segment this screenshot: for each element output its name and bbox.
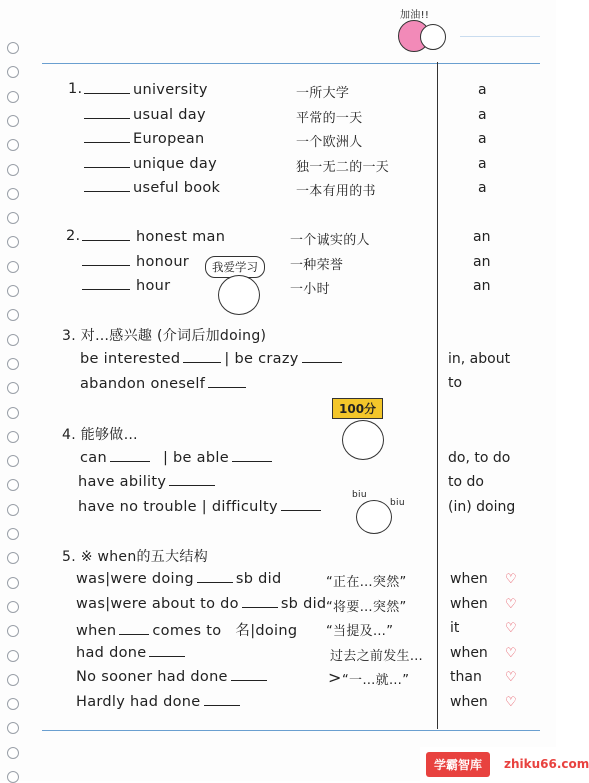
section1-number: 1. xyxy=(68,81,83,97)
blank xyxy=(82,253,130,266)
be-able-text: | be able xyxy=(162,450,229,466)
section5-answer: when xyxy=(450,693,488,710)
cat-sticker-icon xyxy=(420,24,446,50)
spiral-ring xyxy=(7,722,19,734)
section1-meaning: 一个欧洲人 xyxy=(296,135,363,150)
spiral-ring xyxy=(7,504,19,516)
spiral-ring xyxy=(7,139,19,151)
watermark xyxy=(420,747,589,781)
section5-row xyxy=(76,595,326,612)
section1-answer: a xyxy=(478,106,487,123)
section1-phrase: unique day xyxy=(133,155,218,172)
blank xyxy=(242,595,278,608)
blank xyxy=(169,473,215,486)
section2-phrase: honest man xyxy=(136,229,226,245)
have-no-trouble-text: have no trouble | difficulty xyxy=(78,499,278,515)
blank xyxy=(302,350,342,363)
blank xyxy=(110,449,150,462)
section4-line2 xyxy=(78,473,218,490)
section5-part-b: comes to xyxy=(152,623,222,639)
section5-meaning: “正在…突然” xyxy=(326,575,407,590)
section1-row xyxy=(84,130,204,147)
blank xyxy=(84,130,130,143)
spiral-ring xyxy=(7,164,19,176)
section1-answer: a xyxy=(478,180,487,196)
section5-meaning: “一…就…” xyxy=(342,673,410,688)
section5-part-a: was|were doing xyxy=(76,571,194,587)
section5-title: 5. ※ when的五大结构 xyxy=(62,549,208,565)
section2-row xyxy=(82,277,170,294)
spiral-ring xyxy=(7,261,19,273)
spiral-ring xyxy=(7,698,19,710)
section5-part-c: 名|doing xyxy=(235,623,298,639)
section5-meaning: “将要…突然” xyxy=(326,599,407,615)
section5-answer: when xyxy=(450,644,488,661)
happy-face-icon xyxy=(342,420,384,460)
spiral-ring xyxy=(7,115,19,127)
section3-answer1: in, about xyxy=(448,351,511,367)
spiral-ring xyxy=(7,334,19,346)
section5-row xyxy=(76,668,270,685)
section1-row xyxy=(84,106,206,123)
section4-answer2: to do xyxy=(448,474,484,490)
section2-meaning: 一种荣誉 xyxy=(290,257,344,273)
section3-title: 3. 对…感兴趣 (介词后加doing) xyxy=(62,328,267,344)
be-interested-text: be interested xyxy=(80,351,181,367)
spiral-ring xyxy=(7,42,19,54)
section1-phrase: usual day xyxy=(133,106,206,123)
section1-meaning: 平常的一天 xyxy=(296,110,363,126)
section1-phrase: useful book xyxy=(133,180,221,196)
section1-phrase: university xyxy=(133,82,208,98)
section2-phrase: hour xyxy=(136,278,171,294)
top-rule xyxy=(42,63,540,64)
spiral-ring xyxy=(7,407,19,419)
spiral-ring xyxy=(7,479,19,491)
blank xyxy=(84,81,130,94)
spiral-ring xyxy=(7,674,19,686)
heart-icon: ♡ xyxy=(505,645,517,661)
section1-answer: a xyxy=(478,155,487,172)
watermark-mark: 学霸智库 xyxy=(426,752,490,777)
spiral-ring xyxy=(7,431,19,443)
section2-row xyxy=(82,228,225,245)
spiral-ring xyxy=(7,601,19,613)
spiral-ring xyxy=(7,552,19,564)
section2-row xyxy=(82,253,189,270)
heart-icon: ♡ xyxy=(505,694,517,710)
spiral-ring xyxy=(7,236,19,248)
blank xyxy=(84,155,130,168)
top-dotted-rule xyxy=(460,36,540,37)
sticker-text: 加油!! xyxy=(400,10,430,21)
spiral-ring xyxy=(7,747,19,759)
section3-line2 xyxy=(80,375,249,392)
blank xyxy=(231,668,267,681)
section5-row xyxy=(76,570,281,587)
cheer-sticker xyxy=(392,6,454,58)
section5-part-a: was|were about to do xyxy=(76,595,239,612)
score-sign: 100分 xyxy=(332,398,383,419)
blank xyxy=(82,277,130,290)
section3-answer2: to xyxy=(448,375,463,391)
bottom-rule xyxy=(42,730,540,731)
arrow-icon: > xyxy=(328,668,342,687)
abandon-oneself-text: abandon oneself xyxy=(80,376,206,392)
spiral-ring xyxy=(7,66,19,78)
biu-face-icon xyxy=(356,500,392,534)
spiral-ring xyxy=(7,91,19,103)
section5-answer: when xyxy=(450,571,488,587)
section5-part-a: Hardly had done xyxy=(76,693,201,710)
section5-row xyxy=(76,644,188,661)
blank xyxy=(232,449,272,462)
section4-line3 xyxy=(78,498,324,515)
spiral-ring xyxy=(7,285,19,297)
be-crazy-text: | be crazy xyxy=(224,351,299,367)
section2-meaning: 一个诚实的人 xyxy=(290,233,370,248)
spiral-ring xyxy=(7,625,19,637)
section5-part-a: had done xyxy=(76,644,147,661)
section5-row xyxy=(76,693,243,710)
watermark-url: zhiku66.com xyxy=(504,757,589,771)
section1-row xyxy=(84,179,220,196)
can-text: can xyxy=(80,450,107,466)
blank xyxy=(149,644,185,657)
section5-part-b: sb did xyxy=(235,571,282,587)
section1-meaning: 独一无二的一天 xyxy=(296,159,390,175)
blank xyxy=(183,350,221,363)
section4-title: 4. 能够做… xyxy=(62,427,138,443)
section2-meaning: 一小时 xyxy=(290,282,330,297)
section5-meaning: 过去之前发生… xyxy=(330,648,424,664)
blank xyxy=(204,693,240,706)
spiral-ring xyxy=(7,358,19,370)
heart-icon: ♡ xyxy=(505,621,517,636)
blank xyxy=(84,106,130,119)
spiral-ring xyxy=(7,771,19,783)
biu-left-text: biu xyxy=(352,490,367,500)
blank xyxy=(281,498,321,511)
have-ability-text: have ability xyxy=(78,474,167,490)
spiral-ring xyxy=(7,455,19,467)
section1-answer: a xyxy=(478,131,487,147)
study-speech-bubble: 我爱学习 xyxy=(205,256,265,278)
spiral-ring xyxy=(7,382,19,394)
section1-row xyxy=(84,155,217,172)
section3-line1 xyxy=(80,350,345,367)
section2-answer: an xyxy=(473,253,491,270)
blank xyxy=(208,375,246,388)
section1-phrase: European xyxy=(133,131,205,147)
spiral-ring xyxy=(7,650,19,662)
section2-number: 2. xyxy=(66,228,81,244)
heart-icon: ♡ xyxy=(505,596,517,612)
section5-answer: when xyxy=(450,595,488,612)
section4-answer1: do, to do xyxy=(448,450,511,466)
spiral-ring xyxy=(7,528,19,540)
section4-line1 xyxy=(80,449,275,466)
spiral-ring xyxy=(7,309,19,321)
spiral-ring xyxy=(7,212,19,224)
heart-icon: ♡ xyxy=(505,670,517,685)
spiral-ring xyxy=(7,188,19,200)
blank xyxy=(84,179,130,192)
section5-meaning: “当提及…” xyxy=(326,624,394,639)
student-face-icon xyxy=(218,275,260,315)
section5-part-a: when xyxy=(76,623,117,639)
blank xyxy=(82,228,130,241)
section1-meaning: 一本有用的书 xyxy=(296,184,376,199)
section2-phrase: honour xyxy=(136,253,190,270)
answer-column-divider xyxy=(437,62,438,729)
section5-part-a: No sooner had done xyxy=(76,669,228,685)
section5-part-b: sb did xyxy=(280,595,327,612)
section1-answer: a xyxy=(478,82,487,98)
heart-icon: ♡ xyxy=(505,572,517,587)
section4-answer3: (in) doing xyxy=(448,499,516,515)
blank xyxy=(197,570,233,583)
section2-answer: an xyxy=(473,278,491,294)
spiral-ring xyxy=(7,577,19,589)
section5-answer: it xyxy=(450,620,460,636)
section1-meaning: 一所大学 xyxy=(296,86,350,101)
section2-answer: an xyxy=(473,229,491,245)
biu-right-text: biu xyxy=(390,498,405,508)
section5-answer: than xyxy=(450,669,482,685)
section5-row xyxy=(76,619,297,640)
blank xyxy=(119,622,149,635)
section1-row xyxy=(84,81,208,98)
